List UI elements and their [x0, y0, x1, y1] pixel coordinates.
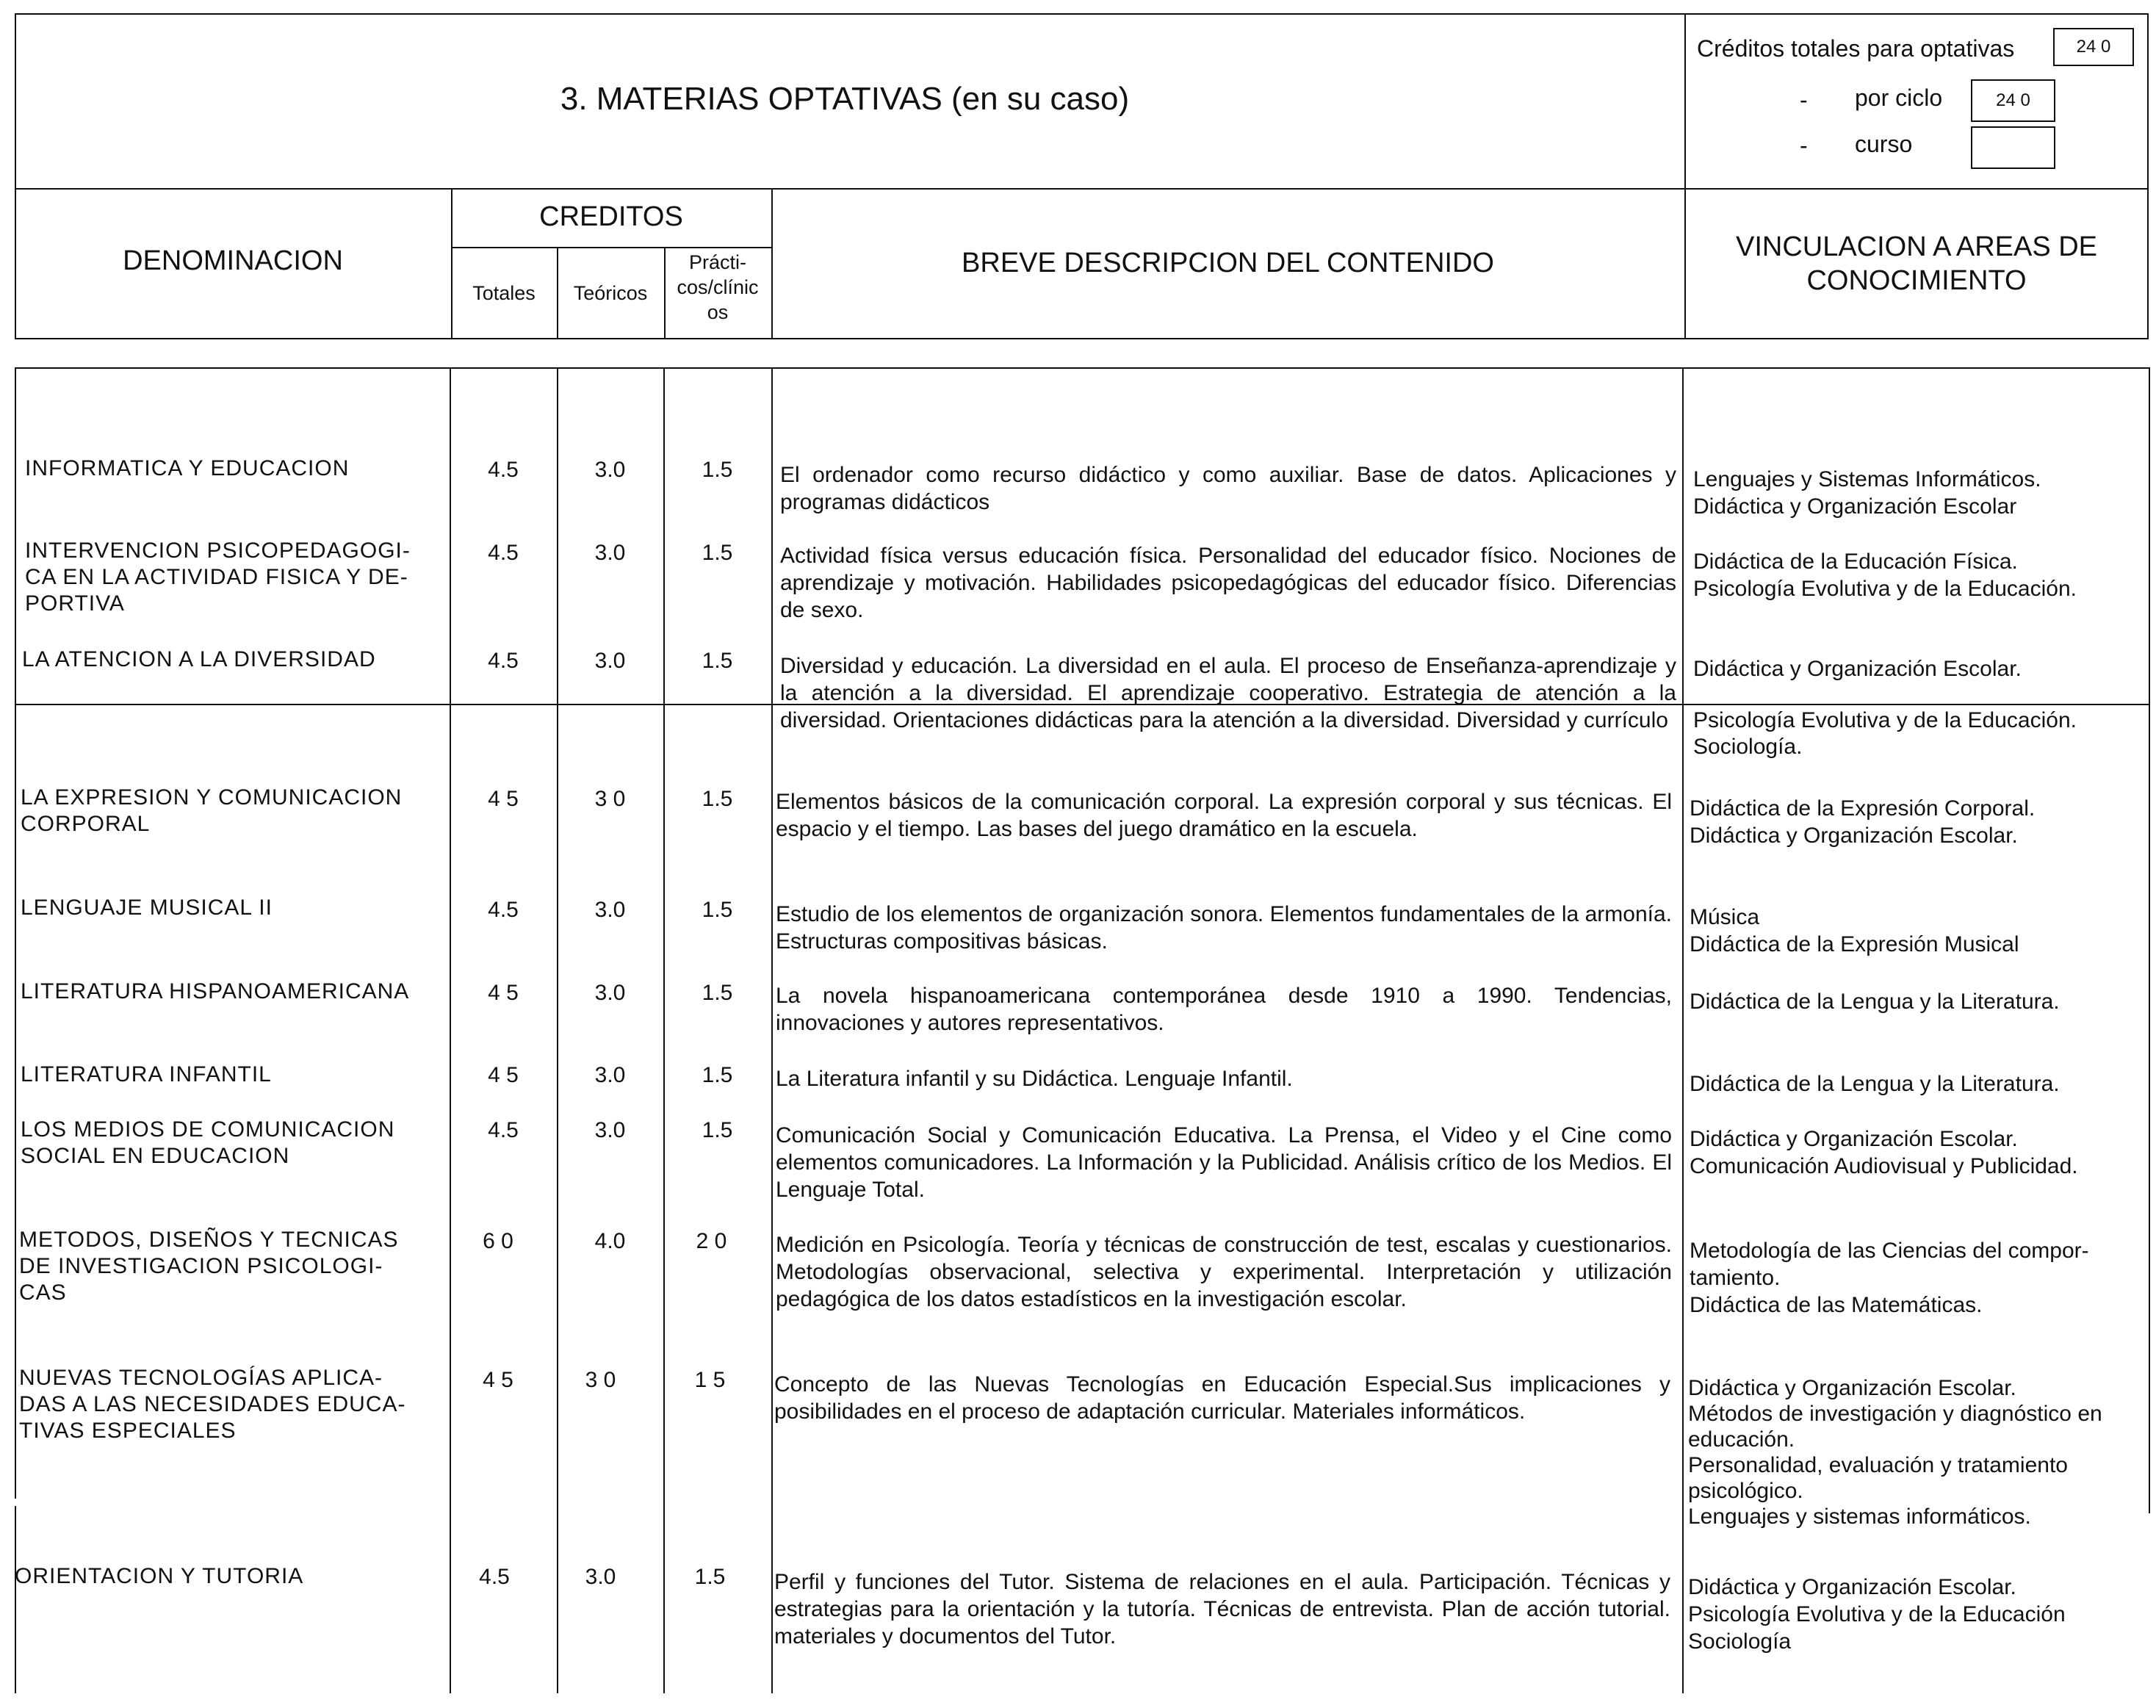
row-practicos: 1.5: [702, 787, 733, 811]
creditos-totales-field[interactable]: [2053, 28, 2134, 66]
body-col-5: [1682, 367, 1684, 1693]
row-name-line: LOS MEDIOS DE COMUNICACION: [21, 1117, 395, 1142]
area-line: Didáctica de la Lengua y la Literatura.: [1690, 990, 2060, 1014]
row-teoricos: 3 0: [585, 1368, 616, 1392]
row-name-line: INFORMATICA Y EDUCACION: [25, 456, 350, 480]
row-totales: 4.5: [488, 649, 519, 673]
body-col-3: [663, 367, 665, 1693]
header-divider: [1684, 13, 1686, 190]
dash-por-ciclo: -: [1800, 87, 1808, 113]
row-practicos: 1.5: [694, 1565, 726, 1589]
area-line: Didáctica de la Expresión Musical: [1690, 932, 2019, 956]
row-description: Elementos básicos de la comunicación corporal. La expresión corporal y sus técnicas. El espacio y el tiempo. Las bases del juego dramático en la escuela.: [776, 790, 1672, 841]
area-line: Lenguajes y Sistemas Informáticos.: [1693, 467, 2041, 491]
area-line: Psicología Evolutiva y de la Educación: [1688, 1602, 2066, 1626]
col-practicos: [664, 250, 771, 325]
col-descripcion: BREVE DESCRIPCION DEL CONTENIDO: [962, 248, 1494, 278]
row-teoricos: 3.0: [585, 1565, 616, 1589]
row-practicos: 1.5: [702, 1118, 733, 1142]
row-totales: 4 5: [488, 1063, 519, 1087]
row-practicos: 1.5: [702, 1063, 733, 1087]
row-teoricos: 3.0: [594, 1063, 626, 1087]
por-ciclo-value: 24 0: [1996, 90, 2030, 110]
col-totales: Totales: [472, 282, 536, 304]
row-areas: [1693, 656, 2077, 760]
row-name-line: DE INVESTIGACION PSICOLOGI-: [19, 1254, 383, 1278]
row-name: [21, 895, 273, 921]
row-description: Actividad física versus educación física. Personalidad del educador físico. Nociones de aprendizaje y motivación. Habilidades psicopedagógicas del educador físico. Diferencias de sexo.: [780, 544, 1676, 622]
row-areas: [1690, 1070, 2060, 1098]
row-areas: [1688, 1375, 2102, 1529]
row-name: [25, 538, 411, 617]
row-name-line: LITERATURA HISPANOAMERICANA: [21, 979, 410, 1003]
row-teoricos: 3.0: [594, 1118, 626, 1142]
area-line: Sociología: [1688, 1629, 1792, 1654]
row-areas: [1690, 1237, 2089, 1319]
row-totales: 4.5: [488, 898, 519, 922]
row-teoricos: 3 0: [594, 787, 626, 811]
col-vinculacion-line1: VINCULACION A AREAS DE: [1735, 231, 2098, 262]
creditos-totales-label: Créditos totales para optativas: [1697, 35, 2015, 62]
area-line: Didáctica y Organización Escolar: [1693, 494, 2017, 519]
row-areas: [1693, 466, 2041, 520]
area-line: tamiento.: [1690, 1266, 1781, 1290]
row-totales: 4 5: [488, 981, 519, 1005]
row-name-line: CAS: [19, 1280, 67, 1305]
curso-field[interactable]: [1971, 126, 2055, 169]
row-totales: 4 5: [488, 787, 519, 811]
curso-label: curso: [1855, 131, 1913, 157]
area-line: Didáctica de la Educación Física.: [1693, 549, 2018, 574]
area-line: Personalidad, evaluación y tratamiento: [1688, 1453, 2068, 1477]
row-practicos: 1.5: [702, 458, 733, 482]
row-description: Comunicación Social y Comunicación Educativa. La Prensa, el Video y el Cine como elementos comunicadores. La Información y la Publicidad. Análisis crítico de los Medios. El Lenguaje Total.: [776, 1123, 1672, 1202]
area-line: psicológico.: [1688, 1479, 1803, 1503]
body-top-line: [15, 367, 2149, 369]
area-line: Didáctica de las Matemáticas.: [1690, 1293, 1983, 1317]
creditos-totales-value: 24 0: [2076, 37, 2111, 57]
row-name-line: ORIENTACION Y TUTORIA: [15, 1564, 304, 1588]
col-creditos: CREDITOS: [539, 201, 683, 232]
row-name: [21, 785, 402, 837]
area-line: Psicología Evolutiva y de la Educación.: [1693, 708, 2077, 732]
body-right-line: [2149, 367, 2150, 1513]
row-name: [21, 1117, 394, 1170]
area-line: [1693, 682, 2077, 707]
row-name-line: SOCIAL EN EDUCACION: [21, 1144, 290, 1168]
col-practicos-line2: cos/clínic: [677, 276, 759, 298]
row-teoricos: 4.0: [594, 1229, 626, 1253]
row-name-line: PORTIVA: [25, 591, 125, 616]
row-totales: 4.5: [488, 541, 519, 565]
area-line: Lenguajes y sistemas informáticos.: [1688, 1505, 2031, 1529]
area-line: Didáctica y Organización Escolar.: [1693, 657, 2022, 681]
area-line: Sociología.: [1693, 735, 1803, 759]
col-denominacion: DENOMINACION: [123, 245, 343, 276]
row-teoricos: 3.0: [594, 898, 626, 922]
row-description: La Literatura infantil y su Didáctica. Lenguaje Infantil.: [776, 1067, 1293, 1091]
body-col-1: [450, 367, 451, 1693]
area-line: Didáctica de la Expresión Corporal.: [1690, 796, 2036, 821]
area-line: Métodos de investigación y diagnóstico en: [1688, 1402, 2102, 1426]
col-vinculacion-line2: CONOCIMIENTO: [1806, 265, 2027, 296]
body-col-2: [557, 367, 558, 1693]
por-ciclo-field[interactable]: [1971, 79, 2055, 122]
area-line: Metodología de las Ciencias del compor-: [1690, 1239, 2089, 1263]
row-areas: [1690, 988, 2060, 1015]
col-practicos-line3: os: [707, 301, 729, 323]
row-name-line: LA EXPRESION Y COMUNICACION: [21, 785, 403, 810]
row-totales: 6 0: [483, 1229, 513, 1253]
area-line: Didáctica y Organización Escolar.: [1690, 1127, 2018, 1151]
por-ciclo-label: por ciclo: [1855, 84, 1943, 111]
row-practicos: 2 0: [696, 1229, 727, 1253]
row-name-line: LITERATURA INFANTIL: [21, 1062, 272, 1087]
row-name: [19, 1227, 399, 1306]
row-areas: [1690, 795, 2035, 849]
row-name: [21, 1062, 272, 1088]
row-practicos: 1.5: [702, 649, 733, 673]
page-title: 3. MATERIAS OPTATIVAS (en su caso): [560, 81, 1130, 117]
area-line: Didáctica de la Lengua y la Literatura.: [1690, 1072, 2060, 1096]
col-practicos-line1: Prácti-: [688, 251, 746, 273]
row-description: Estudio de los elementos de organización sonora. Elementos fundamentales de la armonía. Estructuras compositivas básicas.: [776, 902, 1672, 954]
area-line: Comunicación Audiovisual y Publicidad.: [1690, 1154, 2078, 1178]
row-areas: [1690, 1125, 2078, 1180]
area-line: educación.: [1688, 1427, 1795, 1452]
row-name: [21, 979, 409, 1005]
row-areas: [1690, 904, 2019, 958]
col-vinculacion: [1684, 230, 2149, 298]
row-teoricos: 3.0: [594, 981, 626, 1005]
area-line: Psicología Evolutiva y de la Educación.: [1693, 577, 2077, 601]
row-name-line: CORPORAL: [21, 812, 151, 836]
row-name: [15, 1563, 303, 1590]
area-line: Música: [1690, 905, 1760, 929]
row-name-line: LA ATENCION A LA DIVERSIDAD: [22, 647, 376, 671]
row-description: El ordenador como recurso didáctico y como auxiliar. Base de datos. Aplicaciones y programas didácticos: [780, 463, 1676, 514]
row-name-line: INTERVENCION PSICOPEDAGOGI-: [25, 538, 411, 563]
row-areas: [1688, 1574, 2066, 1655]
col-teoricos: Teóricos: [573, 282, 648, 304]
area-line: Didáctica y Organización Escolar.: [1690, 824, 2018, 848]
row-name-line: LENGUAJE MUSICAL II: [21, 896, 273, 920]
area-line: Didáctica y Organización Escolar.: [1688, 1376, 2016, 1400]
row-practicos: 1.5: [702, 541, 733, 565]
dash-curso: -: [1800, 132, 1808, 159]
row-totales: 4 5: [483, 1368, 513, 1392]
row-description: Perfil y funciones del Tutor. Sistema de relaciones en el aula. Participación. Técnicas y estrategias para la orientación y la tutoría. Técnicas de entrevista. Plan de acción tutorial. materiales y documentos del Tutor.: [774, 1570, 1670, 1648]
row-teoricos: 3.0: [594, 458, 626, 482]
row-practicos: 1 5: [694, 1368, 726, 1392]
row-description: Medición en Psicología. Teoría y técnicas de construcción de test, escalas y cuestionarios. Metodologías observacional, selectiva y experimental. Interpretación y utilización pedagógica de los datos estadísticos en la investigación escolar.: [776, 1233, 1672, 1311]
row-name: [25, 455, 349, 482]
row-description: La novela hispanoamericana contemporánea desde 1910 a 1990. Tendencias, innovaciones y autores representativos.: [776, 984, 1672, 1035]
row-totales: 4.5: [488, 458, 519, 482]
row-areas: [1693, 548, 2077, 602]
row-name-line: METODOS, DISEÑOS Y TECNICAS: [19, 1228, 399, 1252]
row-totales: 4.5: [488, 1118, 519, 1142]
area-line: Didáctica y Organización Escolar.: [1688, 1575, 2016, 1599]
row-practicos: 1.5: [702, 898, 733, 922]
row-name-line: CA EN LA ACTIVIDAD FISICA Y DE-: [25, 565, 408, 589]
row-totales: 4.5: [479, 1565, 510, 1589]
creditos-underline: [451, 247, 771, 248]
row-description: Concepto de las Nuevas Tecnologías en Educación Especial.Sus implicaciones y posibilidades en el proceso de adaptación curricular. Materiales informáticos.: [774, 1372, 1670, 1424]
body-left-line: [15, 367, 16, 1499]
body-left-line-lower: [15, 1506, 16, 1693]
row-description: Diversidad y educación. La diversidad en el aula. El proceso de Enseñanza-aprendizaje y la atención a la diversidad. El aprendizaje cooperativo. Estrategia de atención a la diversidad. Orientaciones didácticas para la atención a la diversidad. Diversidad y currículo: [780, 654, 1676, 732]
row-name-line: DAS A LAS NECESIDADES EDUCA-: [19, 1392, 406, 1416]
row-name: [19, 1365, 406, 1444]
row-practicos: 1.5: [702, 981, 733, 1005]
row-name-line: NUEVAS TECNOLOGÍAS APLICA-: [19, 1366, 383, 1390]
row-name-line: TIVAS ESPECIALES: [19, 1419, 237, 1443]
body-col-4: [771, 367, 773, 1693]
row-name: [22, 646, 376, 673]
row-teoricos: 3.0: [594, 649, 626, 673]
row-teoricos: 3.0: [594, 541, 626, 565]
